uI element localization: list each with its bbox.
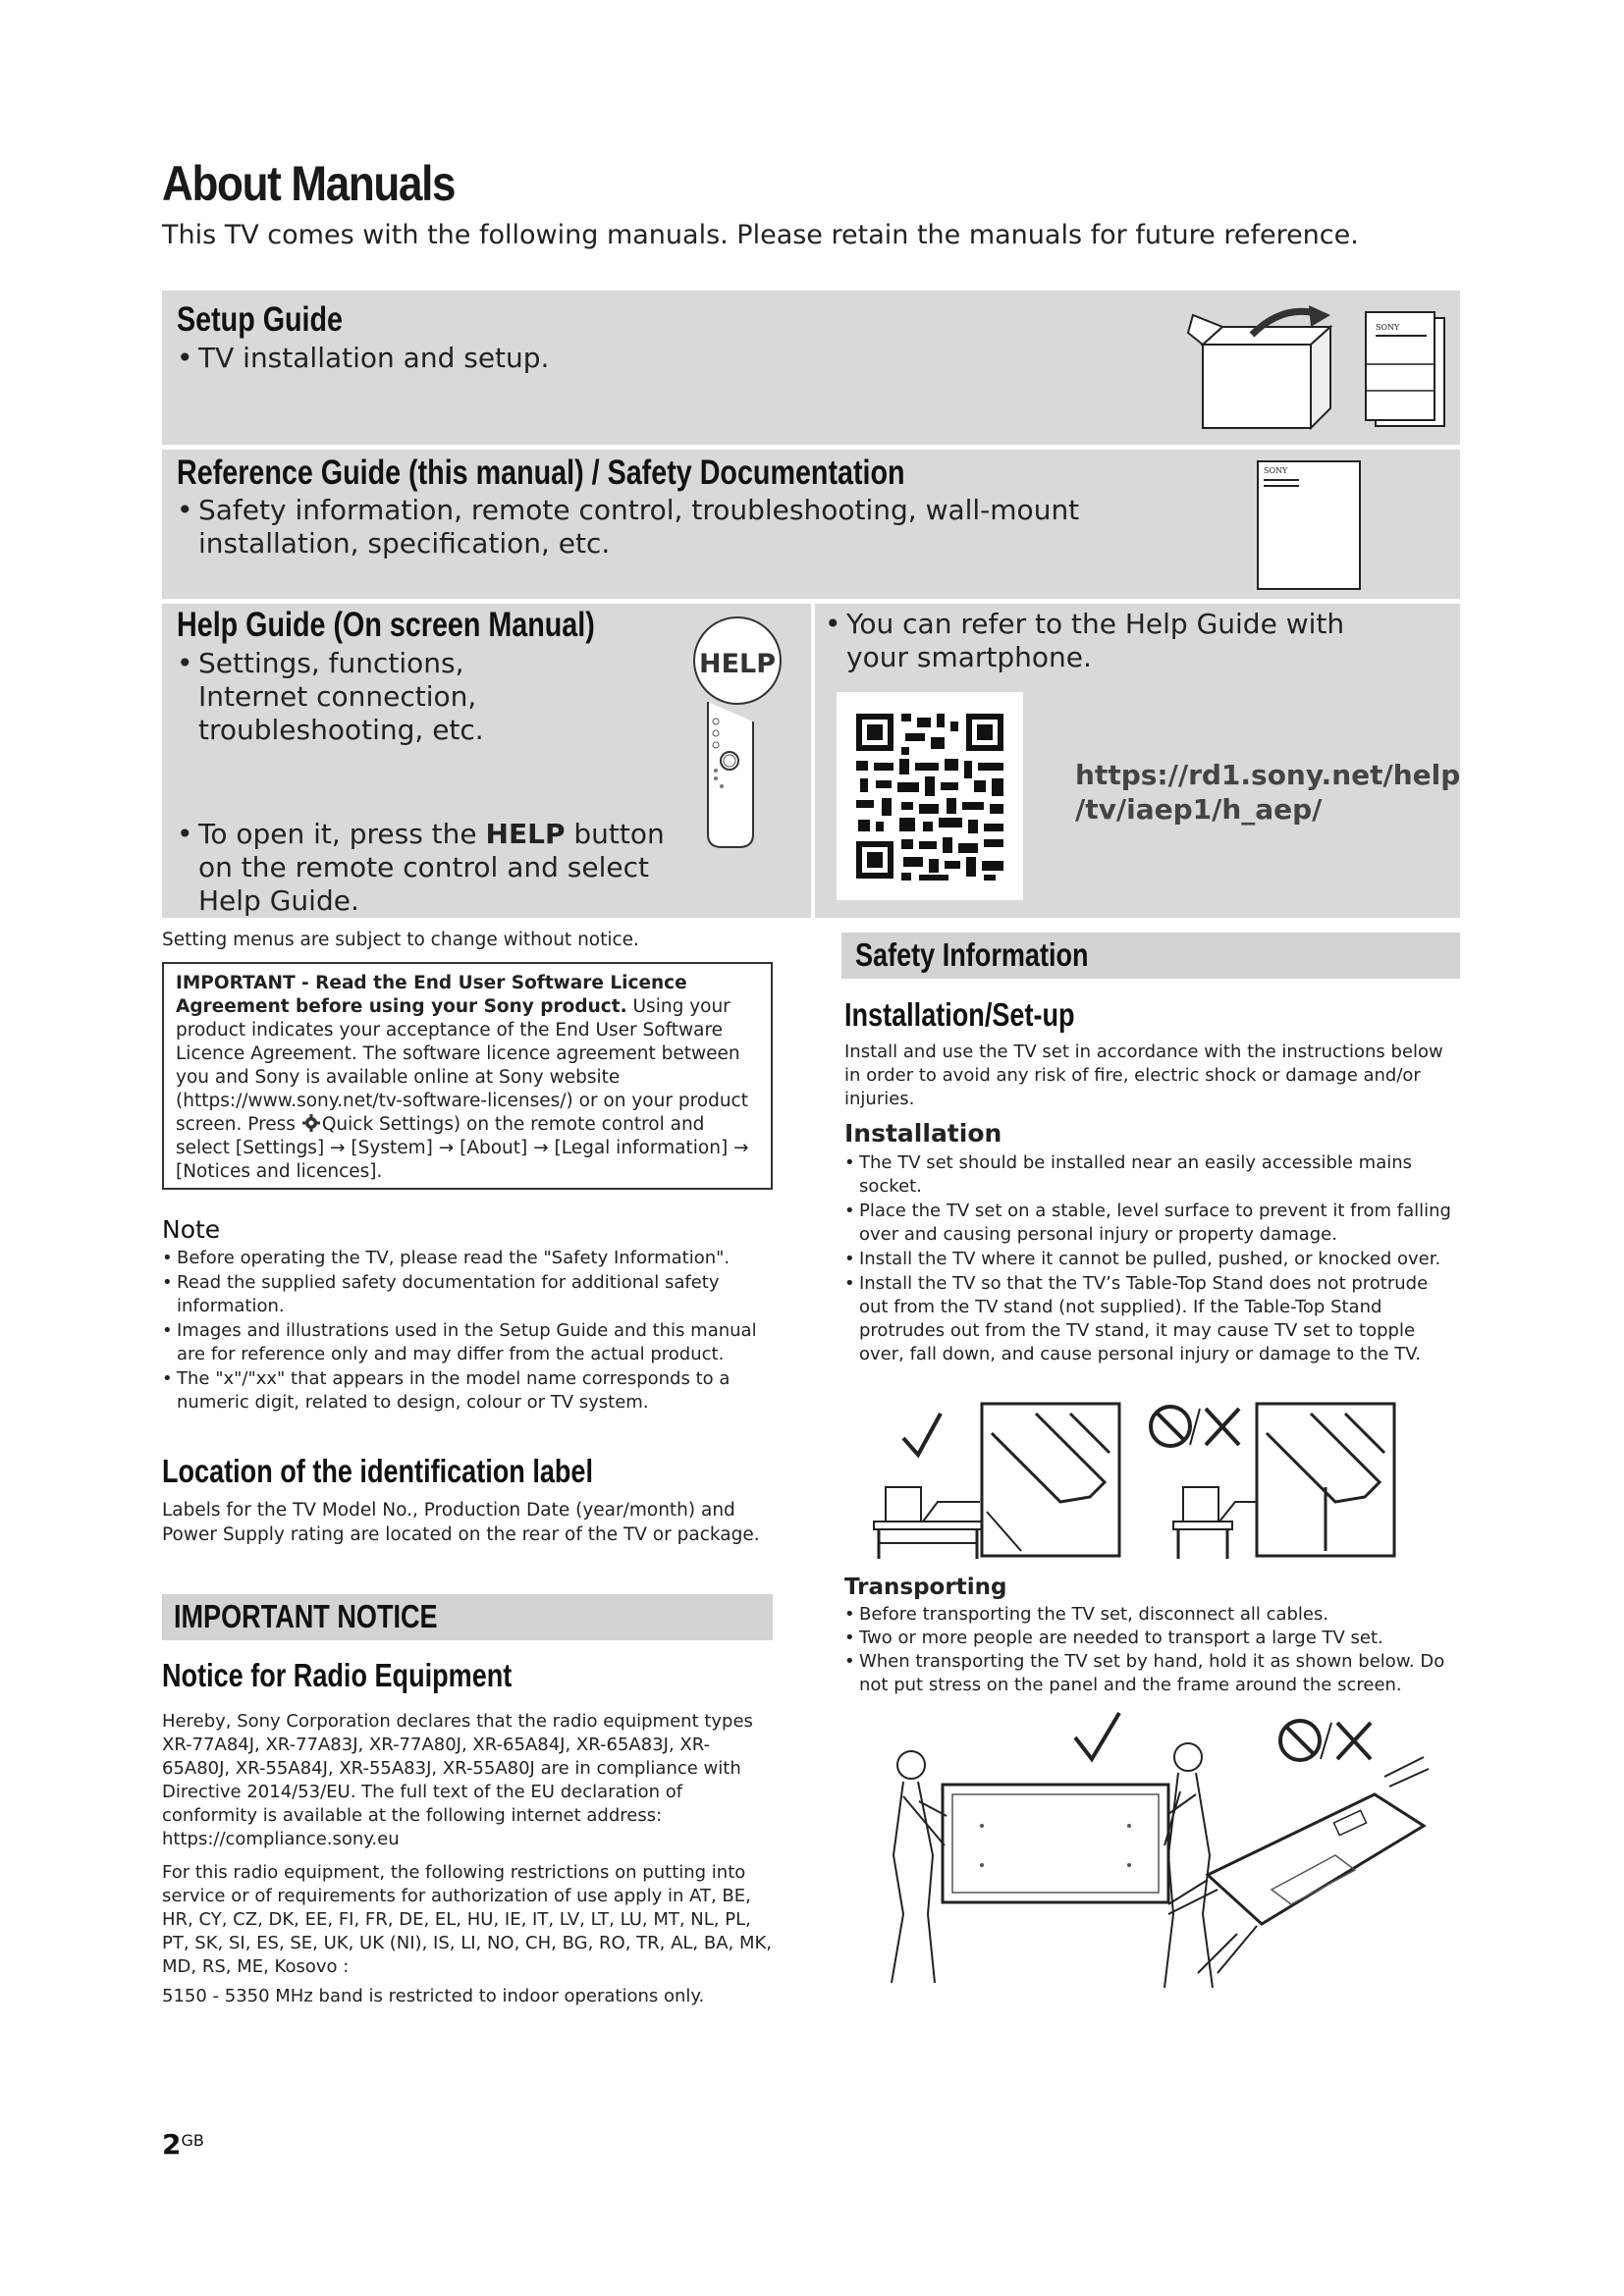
note-item: • Images and illustrations used in the Setup Guide and this manual are for reference only and may differ from the actual product. [162, 1319, 776, 1366]
installation-item: • Install the TV so that the TV’s Table-Top Stand does not protrude out from the TV stand (not supplied). If the Table-Top Stand protrudes out from the TV stand, it may cause TV set to topple over, fall down, and cause personal injury or damage to the TV. [844, 1272, 1458, 1366]
page-number: $2^{GB}$ [162, 2128, 204, 2161]
note-heading: Note [162, 1215, 221, 1244]
sony-logo: SONY [1376, 323, 1400, 332]
setting-menus-note: Setting menus are subject to change without notice. [162, 930, 639, 950]
tv-transport-illustration [874, 1708, 1434, 2002]
installation-item: • Install the TV where it cannot be pulled, pushed, or knocked over. [844, 1248, 1458, 1271]
qr-code[interactable] [837, 692, 1023, 900]
page-title: About Manuals [162, 156, 456, 211]
safety-information-bar: Safety Information [841, 933, 1460, 979]
help-button-label: HELP [698, 649, 777, 679]
setup-guide-bullet: • TV installation and setup. [177, 342, 1475, 375]
reference-guide-bullet: • Safety information, remote control, troubleshooting, wall-mount installation, specification, etc. [177, 494, 1208, 561]
installation-list [844, 1151, 1458, 1366]
note-item: • Read the supplied safety documentation for additional safety information. [162, 1271, 776, 1318]
transporting-heading: Transporting [844, 1575, 1007, 1600]
radio-equipment-para-1: Hereby, Sony Corporation declares that the radio equipment types XR-77A84J, XR-77A83J, XR-77A80J, XR-65A84J, XR-65A83J, XR-65A80J, XR-55A84J, XR-55A83J, XR-55A80J are in compliance with Directive 2014/53/EU. The full text of the EU declaration of conformity is available at the following internet address: https://compliance.sony.eu [162, 1711, 753, 1849]
help-guide-bullet-1: • Settings, functions, Internet connection, troubleshooting, etc. [177, 647, 569, 747]
important-licence-box: IMPORTANT - Read the End User Software Licence Agreement before using your Sony product. Using your product indicates your acceptance of the End User Software Licence Agreement. The software licence agreement between you and Sony is available online at Sony website (https://www.sony.net/tv-software-licenses/) or on your product screen. Press Quick Settings) on the remote control and select [Settings] → [System] → [About] → [Legal information] → [Notices and licences]. [162, 962, 773, 1190]
sony-logo: SONY [1264, 466, 1288, 475]
transporting-list [844, 1603, 1463, 1697]
help-guide-bullet-2: • To open it, press the HELP button on the remote control and select Help Guide. [177, 818, 687, 918]
note-item: • The "x"/"xx" that appears in the model name corresponds to a numeric digit, related to design, colour or TV system. [162, 1367, 776, 1415]
setup-guide-booklet-icon [1362, 310, 1450, 430]
reference-guide-box [162, 450, 1460, 599]
transporting-item: • Two or more people are needed to transport a large TV set. [844, 1627, 1463, 1650]
reference-guide-title: Reference Guide (this manual) / Safety Documentation [177, 454, 905, 492]
setup-guide-box [162, 291, 1460, 445]
location-heading: Location of the identification label [162, 1453, 593, 1489]
tv-stand-illustration [864, 1394, 1434, 1566]
installation-heading: Installation [844, 1119, 1002, 1148]
setup-guide-title: Setup Guide [177, 300, 344, 339]
ok-check-icon [903, 1414, 941, 1455]
help-keyword: HELP [485, 818, 566, 850]
installation-item: • The TV set should be installed near an easily accessible mains socket. [844, 1151, 1458, 1199]
radio-equipment-heading: Notice for Radio Equipment [162, 1657, 513, 1693]
radio-equipment-para-2: For this radio equipment, the following restrictions on putting into service or of requirements for authorization of use apply in AT, BE, HR, CY, CZ, DK, EE, FI, FR, DE, EL, HU, IE, IT, LV, LT, LU, MT, NL, PL, PT, SK, SI, ES, SE, UK, UK (NI), IS, LI, NO, CH, BG, RO, TR, AL, BA, MK, MD, RS, ME, Kosovo : [162, 1862, 773, 1977]
transporting-item: • When transporting the TV set by hand, hold it as shown below. Do not put stress on the panel and the frame around the screen. [844, 1650, 1463, 1697]
licence-box-bold: IMPORTANT - Read the End User Software Licence Agreement before using your Sony product. [176, 973, 687, 1017]
important-notice-bar: IMPORTANT NOTICE [162, 1594, 773, 1640]
reference-manual-icon [1256, 459, 1364, 593]
remote-control-icon [690, 614, 788, 854]
help-guide-title: Help Guide (On screen Manual) [177, 606, 595, 644]
ok-check-icon [1075, 1713, 1119, 1759]
help-guide-url[interactable]: https://rd1.sony.net/help /tv/iaep1/h_aep/ [1075, 759, 1461, 826]
smartphone-box [815, 604, 1460, 918]
radio-equipment-para-3: 5150 - 5350 MHz band is restricted to indoor operations only. [162, 1986, 705, 2006]
installation-intro: Install and use the TV set in accordance with the instructions below in order to avoid any risk of fire, electric shock or damage and/or injuries. [844, 1041, 1443, 1109]
note-item: • Before operating the TV, please read the "Safety Information". [162, 1247, 776, 1270]
location-text: Labels for the TV Model No., Production Date (year/month) and Power Supply rating are located on the rear of the TV or package. [162, 1500, 760, 1545]
intro-text: This TV comes with the following manuals. Please retain the manuals for future reference. [162, 220, 1359, 250]
transporting-item: • Before transporting the TV set, disconnect all cables. [844, 1603, 1463, 1627]
note-list [162, 1247, 776, 1415]
tv-box-icon [1183, 305, 1340, 433]
installation-item: • Place the TV set on a stable, level surface to prevent it from falling over and causing personal injury or property damage. [844, 1200, 1458, 1247]
help-guide-box [162, 604, 811, 918]
quick-settings-icon [301, 1113, 321, 1133]
installation-setup-heading: Installation/Set-up [844, 996, 1075, 1033]
smartphone-text: • You can refer to the Help Guide with your smartphone. [825, 608, 1404, 674]
